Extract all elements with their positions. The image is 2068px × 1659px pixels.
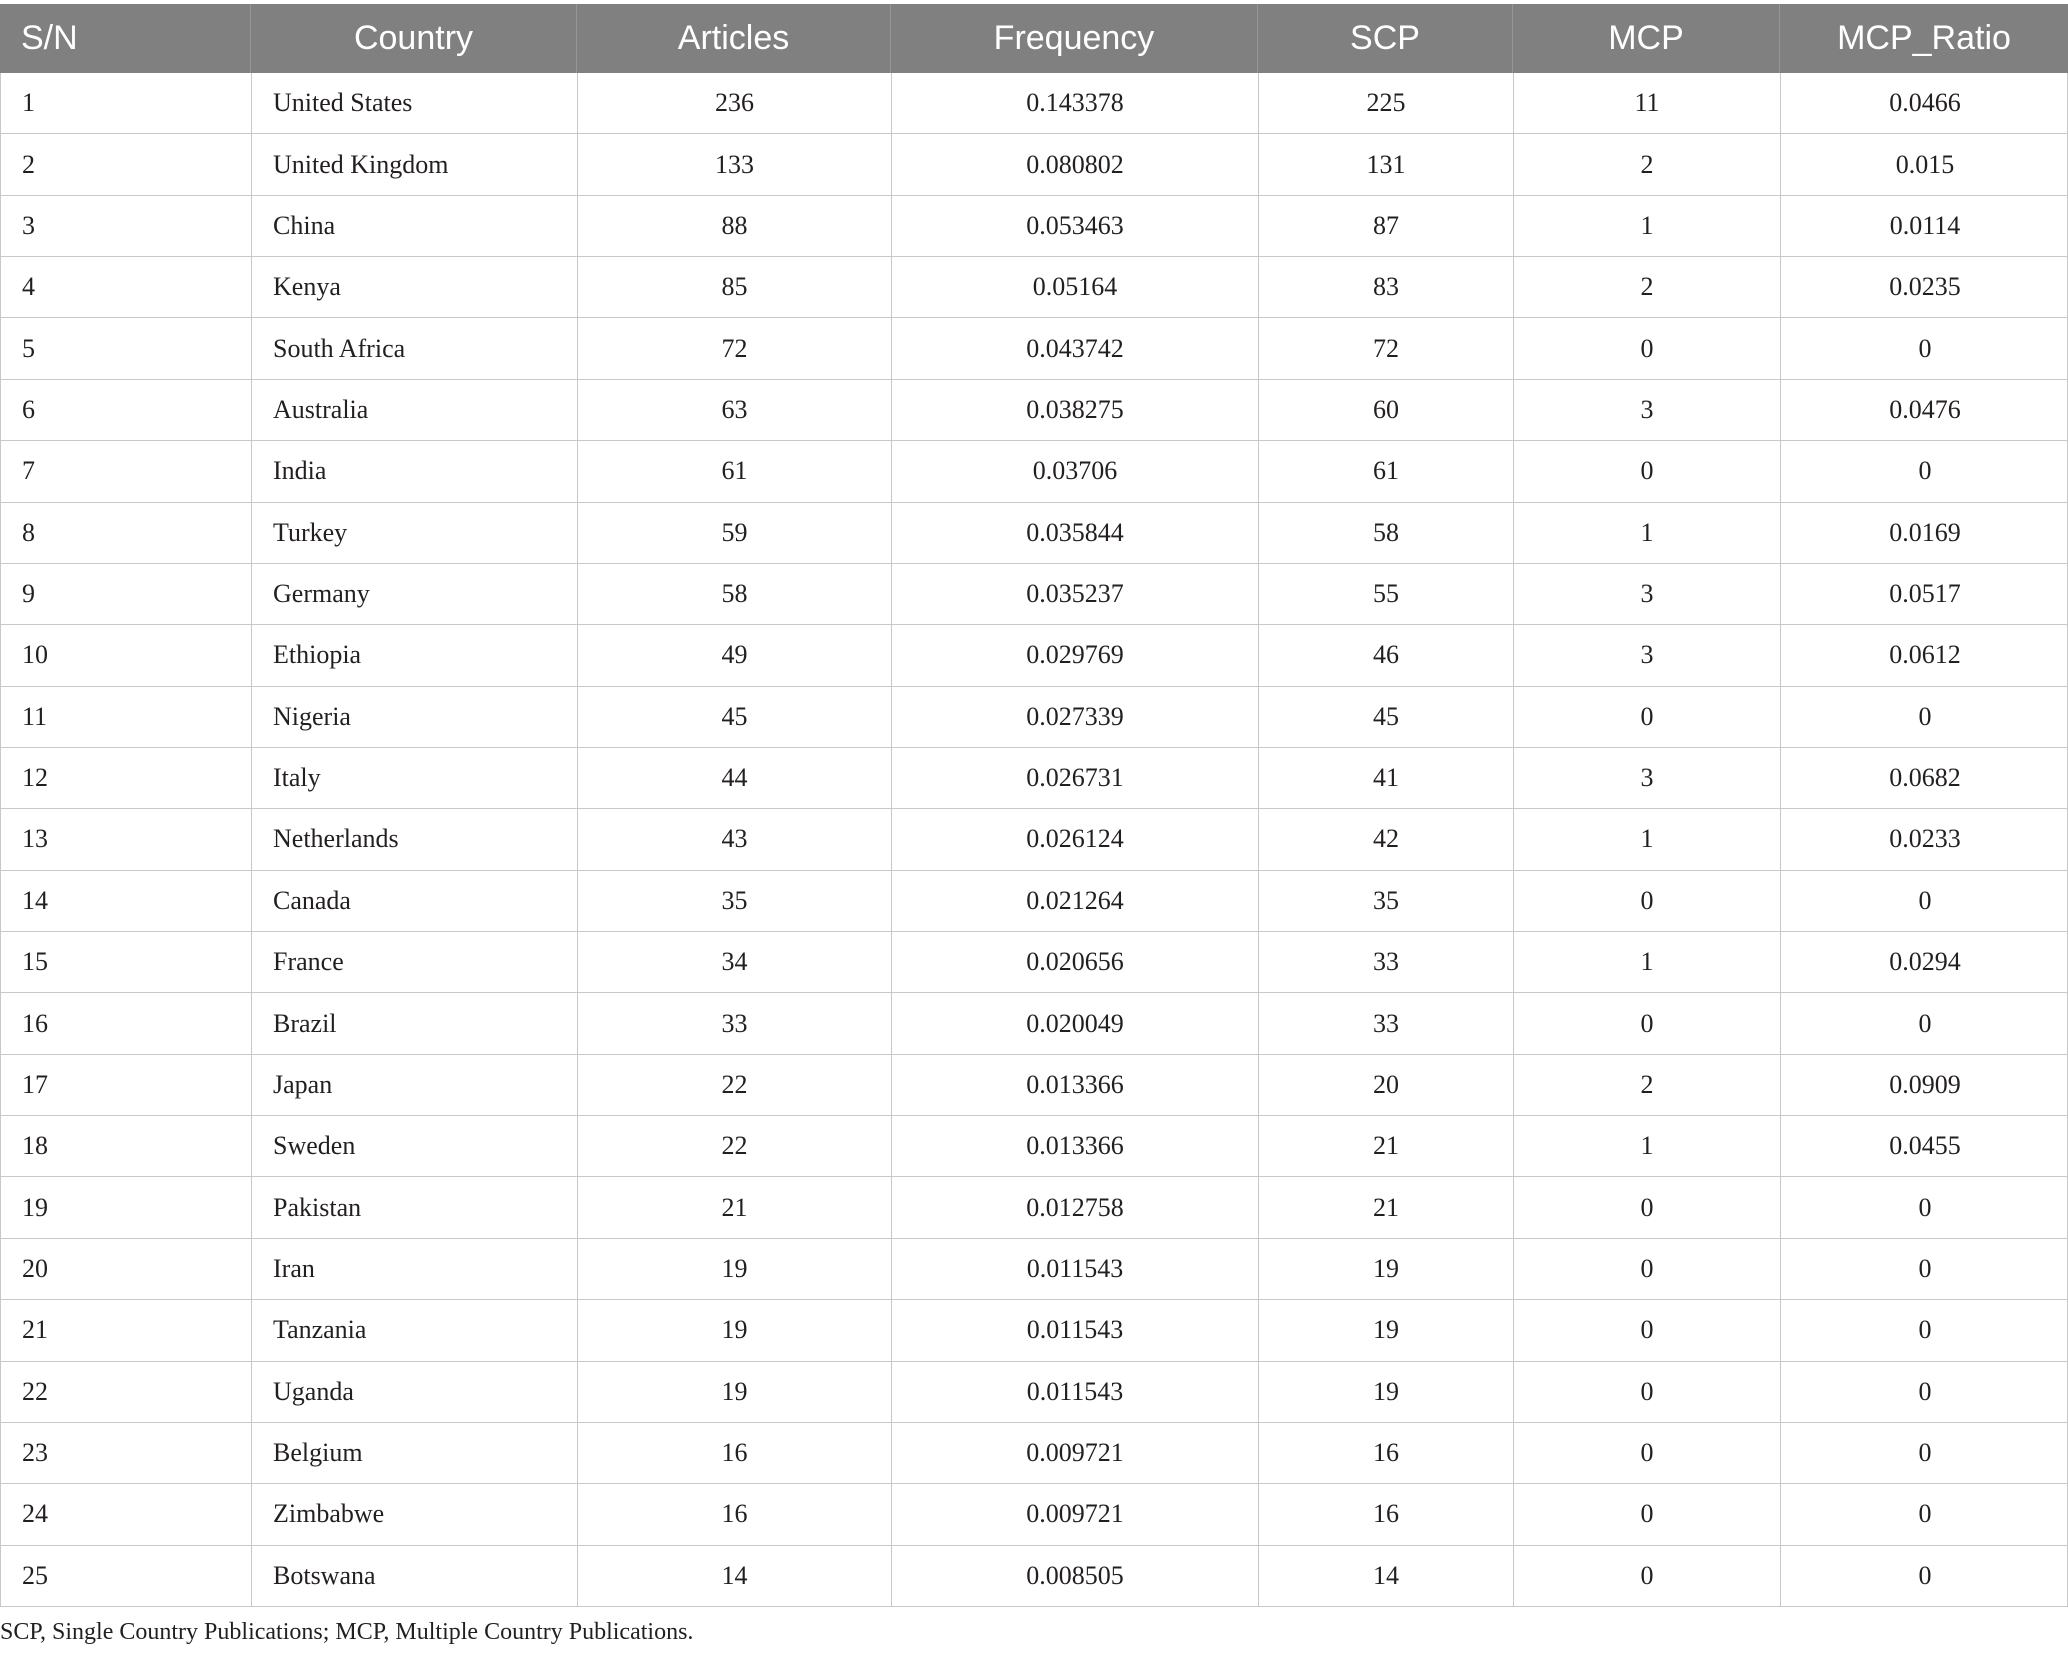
cell-sn: 13 [1,809,252,869]
cell-scp: 21 [1259,1177,1514,1237]
cell-country: Brazil [252,993,578,1053]
cell-mcp-ratio: 0.0455 [1889,1131,1961,1161]
cell-country: Botswana [252,1546,578,1606]
cell-country: United Kingdom [252,134,578,194]
cell-frequency: 0.013366 [892,1116,1259,1176]
cell-articles: 35 [578,871,892,931]
table-row [0,1116,2068,1177]
cell-scp: 33 [1259,932,1514,992]
table-header-row [0,4,2068,73]
cell-mcp: 0 [1514,687,1781,747]
cell-sn: 18 [1,1116,252,1176]
column-header-mcp: MCP [1513,4,1780,73]
cell-articles: 21 [578,1177,892,1237]
cell-articles: 88 [578,196,892,256]
cell-sn: 20 [1,1239,252,1299]
table-row [0,257,2068,318]
table-row [0,196,2068,257]
cell-mcp: 2 [1514,1055,1781,1115]
cell-country: Ethiopia [252,625,578,685]
cell-country: Uganda [252,1362,578,1422]
cell-articles: 34 [578,932,892,992]
cell-sn: 24 [1,1484,252,1544]
cell-articles: 19 [578,1300,892,1360]
cell-mcp: 0 [1514,1546,1781,1606]
cell-frequency: 0.03706 [892,441,1259,501]
cell-sn: 12 [1,748,252,808]
cell-frequency: 0.009721 [892,1484,1259,1544]
cell-country: Italy [252,748,578,808]
cell-mcp: 1 [1514,503,1781,563]
cell-mcp-ratio: 0 [1918,456,1932,486]
cell-mcp: 0 [1514,318,1781,378]
cell-mcp-ratio: 0.0294 [1889,947,1961,977]
cell-mcp-ratio: 0.0169 [1889,517,1961,547]
cell-mcp-ratio: 0.0114 [1889,210,1961,240]
cell-articles: 33 [578,993,892,1053]
cell-articles: 61 [578,441,892,501]
column-header-mcp-ratio: MCP_Ratio [1837,19,2011,57]
cell-scp: 45 [1259,687,1514,747]
cell-mcp-ratio: 0.0476 [1889,394,1961,424]
cell-articles: 19 [578,1239,892,1299]
cell-scp: 16 [1259,1423,1514,1483]
cell-mcp: 2 [1514,257,1781,317]
cell-frequency: 0.021264 [892,871,1259,931]
cell-scp: 33 [1259,993,1514,1053]
cell-mcp-ratio: 0 [1918,1008,1932,1038]
cell-country: Germany [252,564,578,624]
cell-frequency: 0.026731 [892,748,1259,808]
table-row [0,1362,2068,1423]
table-row [0,1300,2068,1361]
cell-scp: 72 [1259,318,1514,378]
cell-mcp: 0 [1514,1362,1781,1422]
cell-scp: 35 [1259,871,1514,931]
cell-country: Netherlands [252,809,578,869]
cell-frequency: 0.035844 [892,503,1259,563]
cell-articles: 14 [578,1546,892,1606]
cell-country: Tanzania [252,1300,578,1360]
cell-articles: 59 [578,503,892,563]
column-header-scp: SCP [1258,4,1513,73]
cell-sn: 4 [1,257,252,317]
cell-country: Belgium [252,1423,578,1483]
table-row [0,809,2068,870]
cell-mcp: 0 [1514,1177,1781,1237]
cell-sn: 19 [1,1177,252,1237]
cell-scp: 83 [1259,257,1514,317]
table-row [0,1484,2068,1545]
cell-mcp-ratio: 0.0612 [1889,640,1961,670]
cell-mcp: 3 [1514,564,1781,624]
cell-scp: 14 [1259,1546,1514,1606]
column-header-frequency: Frequency [891,4,1258,73]
table-row [0,380,2068,441]
cell-mcp: 3 [1514,380,1781,440]
cell-mcp-ratio: 0.0235 [1889,272,1961,302]
cell-sn: 17 [1,1055,252,1115]
cell-articles: 44 [578,748,892,808]
cell-scp: 20 [1259,1055,1514,1115]
cell-country: Sweden [252,1116,578,1176]
cell-mcp: 0 [1514,1239,1781,1299]
cell-scp: 60 [1259,380,1514,440]
column-header-country: Country [251,4,577,73]
cell-sn: 14 [1,871,252,931]
cell-country: Turkey [252,503,578,563]
table-row [0,73,2068,134]
table-row [0,318,2068,379]
cell-mcp-ratio: 0.015 [1895,149,1955,179]
cell-frequency: 0.143378 [892,73,1259,133]
cell-scp: 16 [1259,1484,1514,1544]
cell-frequency: 0.038275 [892,380,1259,440]
cell-mcp-ratio: 0 [1918,701,1932,731]
cell-sn: 8 [1,503,252,563]
table-row [0,993,2068,1054]
table-row [0,1423,2068,1484]
cell-articles: 22 [578,1116,892,1176]
table-footnote: SCP, Single Country Publications; MCP, Multiple Country Publications. [0,1619,694,1645]
cell-articles: 63 [578,380,892,440]
cell-country: Canada [252,871,578,931]
cell-scp: 42 [1259,809,1514,869]
cell-frequency: 0.043742 [892,318,1259,378]
table-row [0,503,2068,564]
cell-frequency: 0.011543 [892,1362,1259,1422]
country-publications-table [0,4,2068,1607]
cell-mcp: 2 [1514,134,1781,194]
cell-scp: 19 [1259,1300,1514,1360]
cell-mcp-ratio: 0 [1918,1560,1932,1590]
table-row [0,134,2068,195]
cell-sn: 25 [1,1546,252,1606]
table-row [0,687,2068,748]
cell-mcp: 0 [1514,993,1781,1053]
cell-mcp-ratio: 0 [1918,1376,1932,1406]
cell-articles: 133 [578,134,892,194]
cell-country: India [252,441,578,501]
cell-mcp: 0 [1514,1484,1781,1544]
cell-sn: 11 [1,687,252,747]
cell-scp: 19 [1259,1239,1514,1299]
cell-articles: 19 [578,1362,892,1422]
cell-frequency: 0.012758 [892,1177,1259,1237]
cell-mcp-ratio: 0 [1918,1315,1932,1345]
cell-mcp-ratio: 0.0233 [1889,824,1961,854]
cell-sn: 2 [1,134,252,194]
cell-mcp: 0 [1514,871,1781,931]
cell-mcp: 1 [1514,196,1781,256]
cell-sn: 16 [1,993,252,1053]
cell-sn: 9 [1,564,252,624]
table-row [0,1546,2068,1607]
cell-country: Australia [252,380,578,440]
cell-mcp: 1 [1514,932,1781,992]
cell-country: Nigeria [252,687,578,747]
cell-scp: 21 [1259,1116,1514,1176]
cell-articles: 72 [578,318,892,378]
cell-country: Kenya [252,257,578,317]
cell-frequency: 0.053463 [892,196,1259,256]
cell-frequency: 0.008505 [892,1546,1259,1606]
cell-mcp-ratio: 0 [1918,1254,1932,1283]
cell-mcp: 0 [1514,1423,1781,1483]
cell-sn: 6 [1,380,252,440]
cell-mcp-ratio: 0.0517 [1889,579,1961,609]
cell-frequency: 0.011543 [892,1300,1259,1360]
cell-country: France [252,932,578,992]
cell-sn: 1 [1,73,252,133]
cell-country: Pakistan [252,1177,578,1237]
table-row [0,625,2068,686]
column-header-articles: Articles [577,4,891,73]
cell-frequency: 0.05164 [892,257,1259,317]
cell-mcp: 11 [1514,73,1781,133]
cell-frequency: 0.029769 [892,625,1259,685]
cell-articles: 85 [578,257,892,317]
cell-mcp-ratio: 0.0682 [1889,763,1961,793]
cell-scp: 55 [1259,564,1514,624]
cell-scp: 41 [1259,748,1514,808]
cell-frequency: 0.020656 [892,932,1259,992]
cell-articles: 43 [578,809,892,869]
table-row [0,1177,2068,1238]
cell-sn: 10 [1,625,252,685]
cell-articles: 22 [578,1055,892,1115]
cell-sn: 21 [1,1300,252,1360]
cell-country: United States [252,73,578,133]
table-row [0,441,2068,502]
cell-country: South Africa [252,318,578,378]
cell-sn: 23 [1,1423,252,1483]
cell-frequency: 0.080802 [892,134,1259,194]
cell-mcp: 0 [1514,1300,1781,1360]
cell-mcp: 1 [1514,1116,1781,1176]
cell-articles: 49 [578,625,892,685]
table-row [0,1055,2068,1116]
table-row [0,932,2068,993]
cell-mcp-ratio: 0.0466 [1889,88,1961,118]
table-row [0,748,2068,809]
table-row [0,564,2068,625]
cell-frequency: 0.013366 [892,1055,1259,1115]
cell-sn: 7 [1,441,252,501]
cell-frequency: 0.026124 [892,809,1259,869]
cell-mcp-ratio: 0 [1918,333,1932,363]
cell-articles: 16 [578,1423,892,1483]
cell-scp: 225 [1259,73,1514,133]
cell-country: Zimbabwe [252,1484,578,1544]
cell-frequency: 0.011543 [892,1239,1259,1299]
cell-scp: 61 [1259,441,1514,501]
cell-mcp-ratio: 0.0909 [1889,1069,1961,1099]
cell-sn: 5 [1,318,252,378]
cell-frequency: 0.027339 [892,687,1259,747]
cell-mcp: 3 [1514,748,1781,808]
cell-sn: 3 [1,196,252,256]
table-row [0,871,2068,932]
cell-articles: 236 [578,73,892,133]
cell-scp: 87 [1259,196,1514,256]
cell-mcp: 0 [1514,441,1781,501]
table-row [0,1239,2068,1300]
cell-mcp-ratio: 0 [1918,1499,1932,1529]
cell-scp: 58 [1259,503,1514,563]
cell-sn: 22 [1,1362,252,1422]
cell-scp: 19 [1259,1362,1514,1422]
cell-frequency: 0.035237 [892,564,1259,624]
table-body [0,73,2068,1607]
cell-articles: 45 [578,687,892,747]
cell-sn: 15 [1,932,252,992]
cell-frequency: 0.009721 [892,1423,1259,1483]
column-header-sn: S/N [0,4,251,73]
cell-mcp-ratio: 0 [1918,1192,1932,1222]
cell-scp: 46 [1259,625,1514,685]
cell-mcp-ratio: 0 [1918,885,1932,915]
cell-scp: 131 [1259,134,1514,194]
cell-mcp: 1 [1514,809,1781,869]
cell-mcp-ratio: 0 [1918,1438,1932,1468]
cell-articles: 58 [578,564,892,624]
cell-frequency: 0.020049 [892,993,1259,1053]
cell-articles: 16 [578,1484,892,1544]
cell-mcp: 3 [1514,625,1781,685]
cell-country: Japan [252,1055,578,1115]
cell-country: Iran [252,1239,578,1299]
cell-country: China [252,196,578,256]
